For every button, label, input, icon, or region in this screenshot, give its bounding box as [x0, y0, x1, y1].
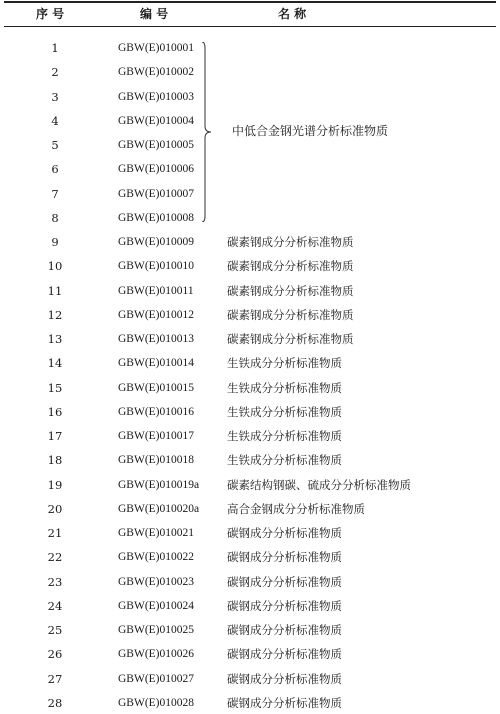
row-code: GBW(E)010019a — [118, 478, 200, 491]
row-code: GBW(E)010005 — [118, 139, 195, 151]
row-serial-number: 15 — [47, 380, 63, 395]
row-name: 碳钢成分分析标准物质 — [227, 623, 342, 637]
row-code: GBW(E)010015 — [118, 381, 195, 394]
table-row — [0, 546, 500, 568]
row-serial-number: 19 — [47, 477, 63, 492]
row-code: GBW(E)010025 — [118, 624, 195, 636]
table-row — [0, 86, 500, 108]
table-row — [0, 522, 500, 544]
row-name: 碳素钢成分分析标准物质 — [227, 332, 354, 346]
row-name: 碳钢成分分析标准物质 — [227, 695, 342, 710]
row-code: GBW(E)010009 — [118, 236, 195, 248]
table-row — [0, 37, 500, 59]
table-row — [0, 328, 500, 350]
row-code: GBW(E)010027 — [118, 672, 195, 685]
row-name: 高合金钢成分分析标准物质 — [227, 501, 365, 516]
row-name: 碳钢成分分析标准物质 — [227, 647, 342, 662]
row-serial-number: 24 — [47, 598, 63, 613]
row-code: GBW(E)010002 — [118, 66, 195, 79]
header-serial-number: 序 号 — [36, 7, 65, 21]
row-code: GBW(E)010004 — [118, 114, 195, 127]
row-serial-number: 13 — [47, 332, 63, 346]
row-serial-number: 16 — [47, 404, 63, 419]
row-code: GBW(E)010023 — [118, 575, 195, 588]
row-name: 碳钢成分分析标准物质 — [227, 550, 342, 565]
table-row — [0, 183, 500, 205]
row-code: GBW(E)010026 — [118, 648, 195, 661]
row-name: 碳钢成分分析标准物质 — [227, 598, 342, 613]
row-name: 生铁成分分析标准物质 — [227, 356, 342, 371]
row-serial-number: 20 — [47, 501, 63, 516]
row-code: GBW(E)010012 — [118, 308, 195, 321]
table-row — [0, 255, 500, 277]
row-name: 生铁成分分析标准物质 — [227, 453, 342, 468]
table-row — [0, 571, 500, 593]
row-code: GBW(E)010011 — [118, 284, 194, 297]
row-name: 生铁成分分析标准物质 — [227, 380, 342, 395]
row-name: 碳钢成分分析标准物质 — [227, 574, 342, 589]
row-code: GBW(E)010028 — [118, 696, 195, 709]
row-serial-number: 11 — [47, 283, 63, 298]
row-code: GBW(E)010021 — [118, 527, 195, 539]
row-code: GBW(E)010003 — [118, 90, 195, 103]
table-row — [0, 474, 500, 496]
row-serial-number: 7 — [51, 186, 59, 201]
table-row — [0, 352, 500, 374]
row-code: GBW(E)010017 — [118, 430, 195, 442]
table-row — [0, 280, 500, 302]
row-serial-number: 25 — [47, 623, 63, 637]
row-serial-number: 3 — [51, 89, 59, 104]
table-row — [0, 619, 500, 641]
table-row — [0, 207, 500, 229]
row-name: 碳钢成分分析标准物质 — [227, 671, 342, 686]
row-code: GBW(E)010007 — [118, 187, 195, 200]
row-serial-number: 1 — [51, 41, 59, 55]
row-code: GBW(E)010010 — [118, 260, 195, 273]
row-serial-number: 18 — [47, 453, 63, 468]
row-name: 生铁成分分析标准物质 — [227, 404, 342, 419]
row-serial-number: 21 — [47, 526, 63, 540]
row-name: 碳素钢成分分析标准物质 — [227, 283, 354, 298]
row-code: GBW(E)010014 — [118, 357, 195, 370]
group-brace — [201, 42, 213, 222]
table-row — [0, 668, 500, 690]
row-name: 生铁成分分析标准物质 — [227, 429, 342, 443]
table-row — [0, 304, 500, 326]
row-serial-number: 4 — [51, 113, 59, 128]
row-serial-number: 12 — [47, 307, 63, 322]
row-serial-number: 27 — [47, 671, 63, 686]
table-row — [0, 692, 500, 714]
row-name: 碳钢成分分析标准物质 — [227, 526, 342, 540]
group-name: 中低合金钢光谱分析标准物质 — [232, 124, 389, 138]
table-row — [0, 377, 500, 399]
row-name: 碳素钢成分分析标准物质 — [227, 307, 354, 322]
row-serial-number: 23 — [47, 574, 63, 589]
row-serial-number: 22 — [47, 550, 63, 565]
row-name: 碳素钢成分分析标准物质 — [227, 259, 354, 274]
table-row — [0, 643, 500, 665]
row-code: GBW(E)010024 — [118, 599, 195, 612]
row-name: 碳素结构钢碳、硫成分分析标准物质 — [227, 477, 411, 492]
row-serial-number: 17 — [47, 429, 63, 443]
row-serial-number: 5 — [51, 138, 59, 152]
row-serial-number: 8 — [51, 210, 59, 225]
header-name: 名 称 — [278, 7, 307, 21]
row-serial-number: 28 — [47, 695, 63, 710]
row-name: 碳素钢成分分析标准物质 — [227, 235, 354, 249]
table-row — [0, 498, 500, 520]
row-serial-number: 10 — [47, 259, 63, 274]
row-serial-number: 26 — [47, 647, 63, 662]
row-code: GBW(E)010016 — [118, 405, 195, 418]
table-row — [0, 595, 500, 617]
table-row — [0, 61, 500, 83]
table-row — [0, 425, 500, 447]
row-serial-number: 2 — [51, 65, 59, 80]
table-row — [0, 231, 500, 253]
row-code: GBW(E)010013 — [118, 333, 195, 345]
table-row — [0, 449, 500, 471]
table-row — [0, 158, 500, 180]
row-serial-number: 6 — [51, 162, 59, 177]
row-code: GBW(E)010001 — [118, 42, 195, 54]
header-code: 编 号 — [140, 7, 169, 21]
row-code: GBW(E)010006 — [118, 163, 195, 176]
row-code: GBW(E)010022 — [118, 551, 195, 564]
table-row — [0, 401, 500, 423]
row-code: GBW(E)010020a — [118, 502, 200, 515]
row-serial-number: 14 — [47, 356, 63, 371]
row-code: GBW(E)010008 — [118, 211, 195, 224]
row-serial-number: 9 — [51, 235, 59, 249]
row-code: GBW(E)010018 — [118, 454, 195, 467]
